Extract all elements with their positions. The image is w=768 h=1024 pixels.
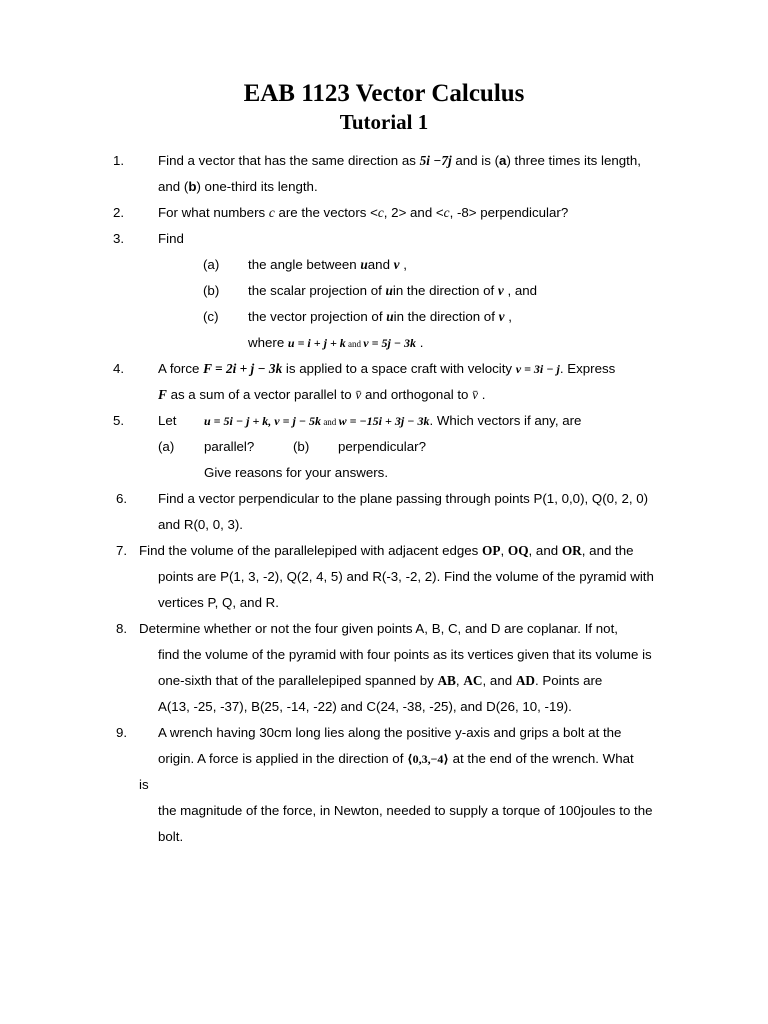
q7-text-2: , and the xyxy=(581,543,634,558)
q4-text-4: as a sum of a vector parallel to xyxy=(166,387,356,402)
q2-text-3: , 2> and < xyxy=(383,205,444,220)
q7-op: OP xyxy=(482,543,501,558)
q5-number: 5. xyxy=(113,413,125,428)
q6-number: 6. xyxy=(116,491,128,506)
q3-part-a-label: (a) xyxy=(203,257,220,272)
q7-sep-2: , and xyxy=(528,543,562,558)
q3-part-a xyxy=(248,257,407,273)
q3-b-text-1: the scalar projection of xyxy=(248,283,386,298)
q8-ab: AB xyxy=(437,673,456,688)
q8-text-1: one-sixth that of the parallelepiped spanned by xyxy=(158,673,438,688)
q3-a-text-2: and xyxy=(367,257,394,272)
q8-sep-1: , xyxy=(455,673,464,688)
q4-force-equation: F = 2i + j − 3k xyxy=(203,361,283,376)
q1-text-2: and is ( xyxy=(451,153,500,168)
q2-text-2: are the vectors < xyxy=(274,205,378,220)
q4-text-3: . Express xyxy=(559,361,616,376)
q3-end: . xyxy=(416,335,424,350)
q5-line-1 xyxy=(204,413,581,430)
q3-a-v: v xyxy=(393,257,400,272)
q9-text-1: origin. A force is applied in the direction of xyxy=(158,751,408,766)
q9-text-2: at the end of the wrench. What xyxy=(448,751,634,766)
q1-line-2 xyxy=(158,179,318,195)
q1-text-5: ) one-third its length. xyxy=(196,179,318,194)
q4-text-5: and orthogonal to xyxy=(361,387,473,402)
q8-line-1: Determine whether or not the four given points A, B, C, and D are coplanar. If not, xyxy=(139,621,618,636)
q8-number: 8. xyxy=(116,621,128,636)
q8-line-2: find the volume of the pyramid with four points as its vertices given that its volume is xyxy=(158,647,652,662)
q8-line-3 xyxy=(158,673,602,689)
q3-u-equation: u = i + j + k xyxy=(287,336,346,350)
q2-number: 2. xyxy=(113,205,125,220)
q9-line-4: bolt. xyxy=(158,829,184,844)
q5-uv-equations: u = 5i − j + k, v = j − 5k xyxy=(204,414,322,428)
q4-force-symbol: F xyxy=(158,387,167,402)
q3-c-v: v xyxy=(498,309,505,324)
q3-where-text: where xyxy=(248,335,288,350)
q3-and: and xyxy=(345,339,364,349)
q8-text-2: . Points are xyxy=(535,673,603,688)
q1-line-1 xyxy=(158,153,641,169)
q6-line-2: and R(0, 0, 3). xyxy=(158,517,243,532)
q8-ad: AD xyxy=(515,673,536,688)
q7-sep-1: , xyxy=(500,543,508,558)
q7-oq: OQ xyxy=(507,543,529,558)
q3-c-text-2: in the direction of xyxy=(393,309,499,324)
q5-w-equation: w = −15i + 3j − 3k xyxy=(338,414,430,428)
q1-vector-expr: 5i −7j xyxy=(419,153,452,168)
q3-v-equation: v = 5j − 3k xyxy=(363,336,417,350)
q1-text-1: Find a vector that has the same direction as xyxy=(158,153,420,168)
q2-var-c: c xyxy=(377,205,384,220)
q9-line-1: A wrench having 30cm long lies along the positive y-axis and grips a bolt at the xyxy=(158,725,622,740)
page-title: EAB 1123 Vector Calculus xyxy=(243,80,525,107)
q4-number: 4. xyxy=(113,361,125,376)
q5-part-a: parallel? xyxy=(204,439,255,454)
q3-a-u: u xyxy=(360,257,368,272)
q2-text-4: , -8> perpendicular? xyxy=(449,205,569,220)
q7-number: 7. xyxy=(116,543,128,558)
q9-line-2 xyxy=(158,751,634,767)
q3-b-v: v xyxy=(497,283,504,298)
q3-b-text-3: , and xyxy=(503,283,538,298)
q7-line-1 xyxy=(139,543,634,559)
q5-let: Let xyxy=(158,413,177,428)
q3-part-b xyxy=(248,283,537,299)
q5-reasons: Give reasons for your answers. xyxy=(204,465,389,480)
q4-velocity-equation: v = 3i − j xyxy=(515,362,560,376)
q3-c-u: u xyxy=(386,309,394,324)
q4-line-1 xyxy=(158,361,615,377)
q2-var-c: c xyxy=(268,205,275,220)
q1-part-b-letter: b xyxy=(188,179,197,194)
q3-where xyxy=(248,335,423,352)
q4-line-2 xyxy=(158,387,485,403)
q3-a-text-3: , xyxy=(399,257,407,272)
q3-part-c xyxy=(248,309,512,325)
q8-ac: AC xyxy=(463,673,483,688)
q3-part-b-label: (b) xyxy=(203,283,220,298)
q6-line-1: Find a vector perpendicular to the plane passing through points P(1, 0,0), Q(0, 2, 0) xyxy=(158,491,649,506)
q2-text-1: For what numbers xyxy=(158,205,269,220)
q3-b-u: u xyxy=(385,283,393,298)
q8-sep-2: , and xyxy=(482,673,516,688)
q9-number: 9. xyxy=(116,725,128,740)
q4-text-1: A force xyxy=(158,361,204,376)
q3-part-c-label: (c) xyxy=(203,309,219,324)
q3-c-text-3: , xyxy=(504,309,512,324)
q5-and: and xyxy=(321,417,339,427)
q2-var-c: c xyxy=(443,205,450,220)
q5-part-b-label: (b) xyxy=(293,439,310,454)
q9-is: is xyxy=(139,777,149,792)
q7-or: OR xyxy=(561,543,582,558)
q3-find: Find xyxy=(158,231,184,246)
q4-text-6: . xyxy=(478,387,486,402)
q3-b-text-2: in the direction of xyxy=(392,283,498,298)
page-subtitle: Tutorial 1 xyxy=(339,110,429,134)
q1-number: 1. xyxy=(113,153,125,168)
q3-c-text-1: the vector projection of xyxy=(248,309,387,324)
q9-line-3: the magnitude of the force, in Newton, needed to supply a torque of 100joules to the xyxy=(158,803,653,818)
q4-vbar-2: v̄ xyxy=(472,387,479,402)
q4-vbar-1: v̄ xyxy=(355,387,362,402)
q5-text-1: . Which vectors if any, are xyxy=(429,413,582,428)
q2-line-1 xyxy=(158,205,568,221)
q1-text-4: and ( xyxy=(158,179,189,194)
q1-part-a-letter: a xyxy=(499,153,507,168)
q7-line-3: vertices P, Q, and R. xyxy=(158,595,279,610)
q9-direction-vector: ⟨0,3,−4⟩ xyxy=(407,752,449,766)
q3-a-text-1: the angle between xyxy=(248,257,361,272)
q7-text-1: Find the volume of the parallelepiped with adjacent edges xyxy=(139,543,482,558)
q4-text-2: is applied to a space craft with velocity xyxy=(282,361,516,376)
q3-number: 3. xyxy=(113,231,125,246)
q5-part-b: perpendicular? xyxy=(338,439,426,454)
q8-line-4: A(13, -25, -37), B(25, -14, -22) and C(24, -38, -25), and D(26, 10, -19). xyxy=(158,699,572,714)
q1-text-3: ) three times its length, xyxy=(506,153,641,168)
q5-part-a-label: (a) xyxy=(158,439,175,454)
q7-line-2: points are P(1, 3, -2), Q(2, 4, 5) and R(-3, -2, 2). Find the volume of the pyramid with xyxy=(158,569,654,584)
